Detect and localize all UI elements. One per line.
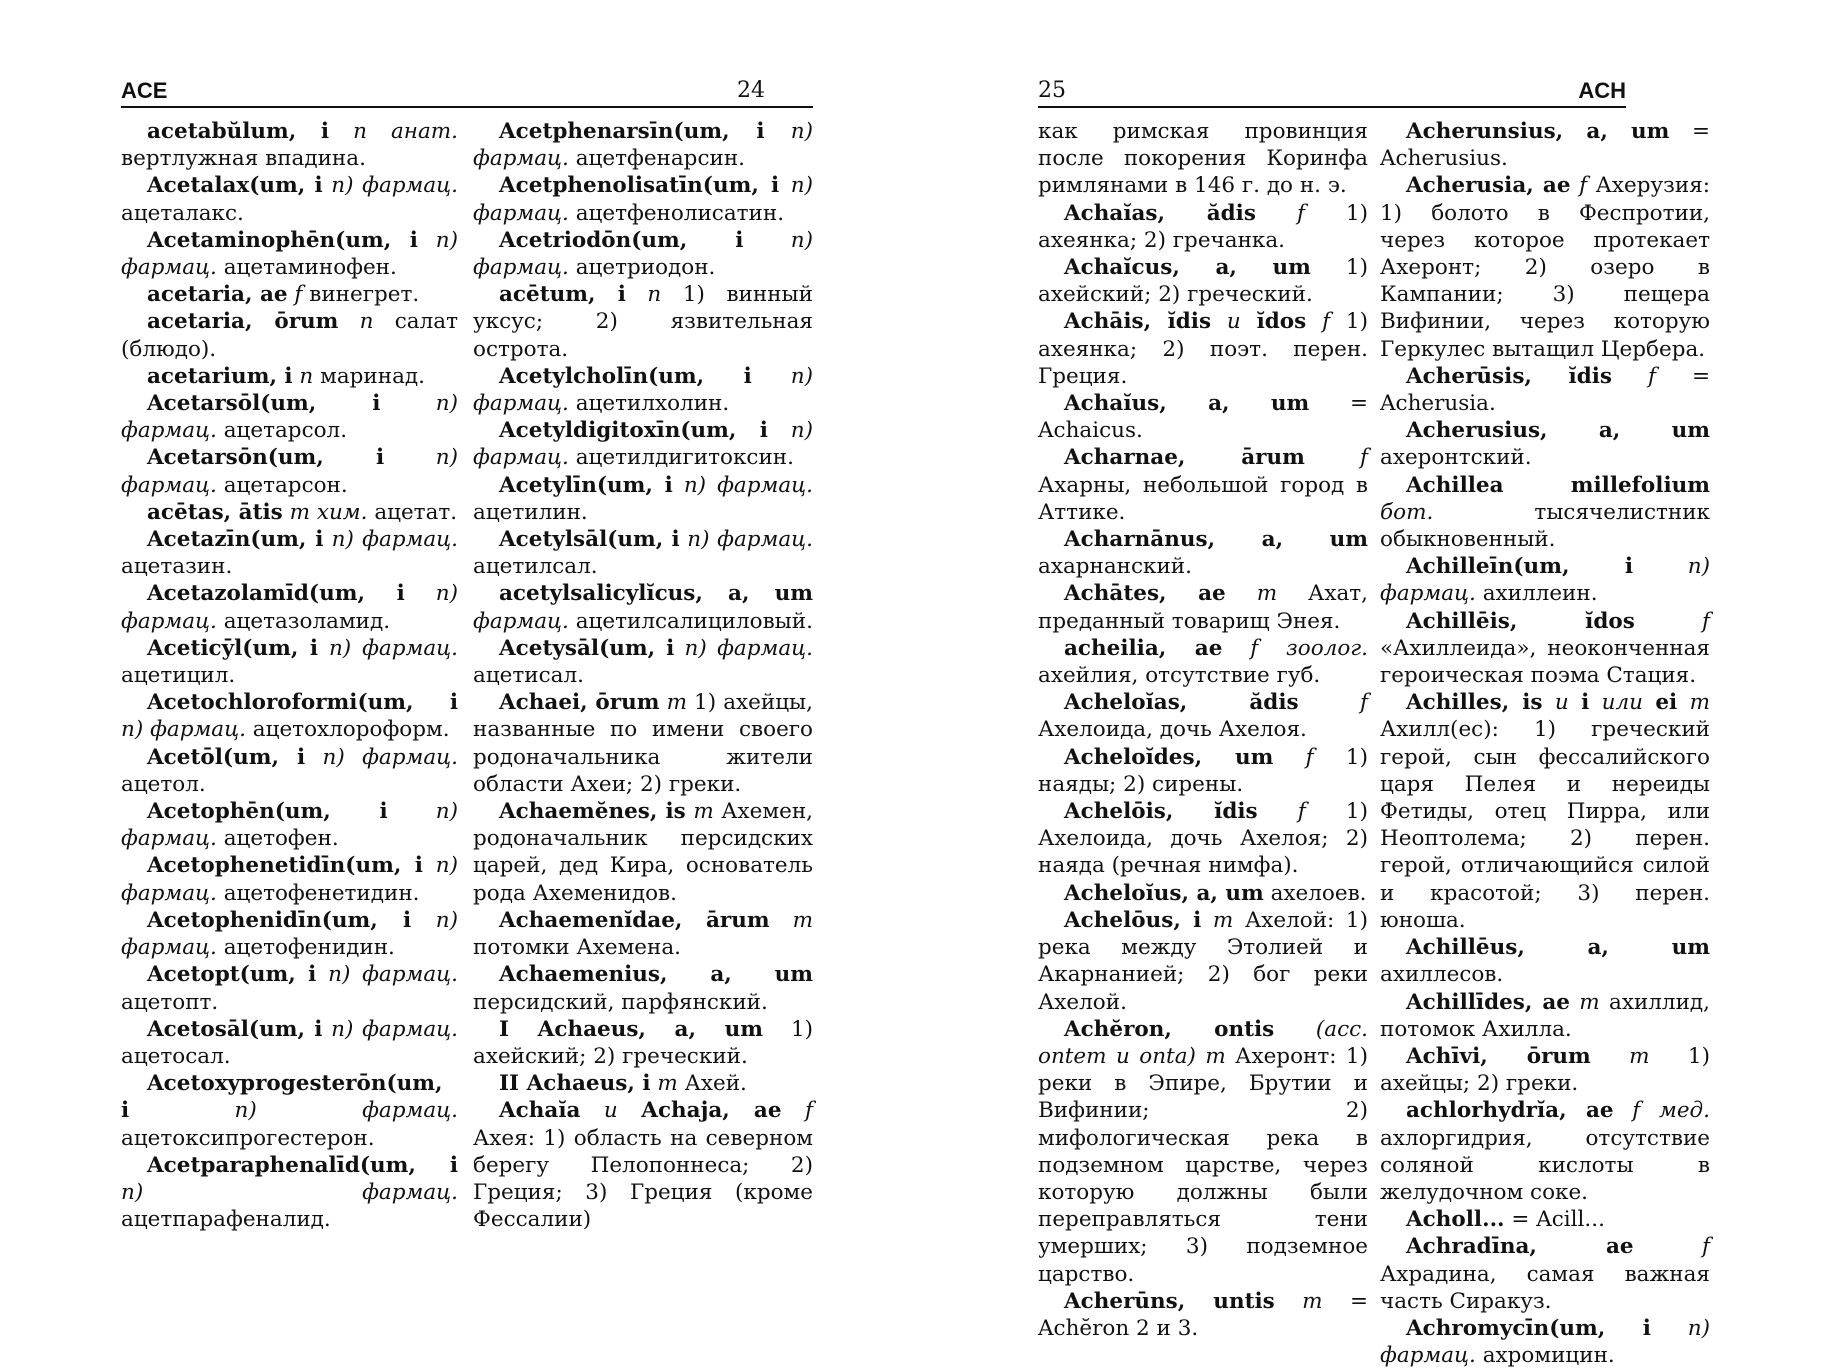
- definition: ацетофенидин.: [216, 935, 395, 961]
- dictionary-entry: [121, 281, 458, 308]
- definition: ацетаминофен.: [216, 255, 397, 281]
- definition: Ахрадина, самая важная часть Сиракуз.: [1380, 1261, 1710, 1314]
- grammar-note: f: [1612, 363, 1656, 389]
- grammar-note: f мед.: [1613, 1098, 1711, 1124]
- headword: Acetylīn(um, i: [499, 472, 673, 498]
- grammar-note: n) фармац.: [129, 1098, 458, 1124]
- headword: Achāis, ĭdis: [1064, 309, 1212, 335]
- definition: = Acherusia.: [1380, 363, 1710, 417]
- grammar-note: n) фармац.: [121, 1179, 458, 1205]
- headword: acetaria, ae: [147, 282, 288, 308]
- dictionary-entry: [1038, 880, 1368, 907]
- grammar-note: n) фармац.: [473, 363, 813, 417]
- definition: Ахерузия: 1) болото в Феспротии, через которое протекает Ахеронт; 2) озеро в Кампании; 3) пещера Вифинии, через которую Геркулес вытащил Цербера.: [1380, 173, 1711, 362]
- definition: Ахея: 1) область на северном берегу Пелопоннеса; 2) Греция; 3) Греция (кроме Фессалии): [473, 1125, 813, 1233]
- grammar-note: f: [1570, 173, 1588, 199]
- headword: Achaemenĭdae, ārum: [499, 907, 770, 933]
- headword: Acherunsius, a, um: [1406, 119, 1670, 144]
- dictionary-entry: [473, 961, 813, 1015]
- definition: Ахелой: 1) река между Этолией и Акарнанией; 2) бог реки Ахелой.: [1038, 907, 1368, 1015]
- definition: ацетицил.: [121, 663, 236, 689]
- grammar-note: n) фармац.: [121, 853, 458, 906]
- definition: Ахилл(ес): 1) греческий герой, сын фессалийского царя Пелея и нереиды Фетиды, отец Пирра, или Неоптолема; 2) перен. герой, отличающийся силой и красотой; 3) перен. юноша.: [1380, 717, 1710, 933]
- headword: Achaĭas, ădis: [1064, 200, 1256, 226]
- dictionary-entry: [121, 308, 458, 362]
- headword: Acetōl(um, i: [147, 744, 306, 770]
- grammar-note: n) фармац.: [121, 581, 458, 634]
- grammar-note: f: [1304, 445, 1368, 471]
- headword: Acetazīn(um, i: [147, 527, 324, 553]
- definition: 1) ахейский; 2) греческий.: [473, 1016, 814, 1069]
- dictionary-entry: [121, 635, 458, 689]
- dictionary-entry: [121, 744, 458, 798]
- headword: acetarium, i: [147, 363, 293, 389]
- headword: Achaemenius, a, um: [499, 962, 813, 988]
- headword: Aceticȳl(um, i: [147, 635, 319, 661]
- definition: = Achaicus.: [1038, 391, 1368, 444]
- definition: ацетазин.: [121, 554, 233, 580]
- grammar-note: и: [580, 1098, 642, 1124]
- definition: ацетриодон.: [568, 255, 716, 281]
- definition: ацетилхолин.: [568, 391, 730, 417]
- definition: Ахемен, родоначальник персидских царей, дед Кира, основатель рода Ахеменидов.: [473, 799, 813, 906]
- dictionary-entry: [1038, 907, 1368, 1016]
- definition: тысячелистник обыкновенный.: [1380, 499, 1710, 553]
- definition: ацетфенолисатин.: [568, 200, 785, 226]
- headword: Achillēis, ĭdos: [1406, 608, 1635, 634]
- grammar-note: m: [1274, 1288, 1323, 1314]
- grammar-note: f: [287, 282, 303, 308]
- headword: Acetopt(um, i: [147, 962, 317, 988]
- headword: Achelōis, ĭdis: [1064, 799, 1258, 825]
- headword: Acetyldigitoxīn(um, i: [499, 418, 768, 444]
- dictionary-entry: [121, 1070, 458, 1152]
- grammar-note: m: [685, 799, 714, 825]
- grammar-note: n: [625, 282, 662, 308]
- headword: Achaĭcus, a, um: [1064, 255, 1311, 281]
- dictionary-entry: [473, 118, 813, 172]
- headword: Acetophenidīn(um, i: [147, 907, 412, 933]
- dictionary-entry: [473, 363, 813, 417]
- headword: Achīvi, ōrum: [1406, 1043, 1591, 1069]
- dictionary-entry: [1380, 1097, 1710, 1206]
- definition: = Acherusius.: [1380, 119, 1710, 172]
- grammar-note: n) фармац.: [322, 1016, 458, 1042]
- definition: 1) ахейцы, названные по имени своего родоначальника жители области Ахеи; 2) греки.: [473, 690, 813, 797]
- dictionary-entry: [1380, 989, 1710, 1043]
- grammar-note: m: [1677, 690, 1710, 716]
- headword: Acetalax(um, i: [147, 173, 323, 199]
- grammar-note: и: [1211, 309, 1257, 335]
- dictionary-entry: [121, 580, 458, 634]
- dictionary-entry: [121, 852, 458, 906]
- dictionary-entry: [1380, 1206, 1710, 1233]
- headword: Achilleīn(um, i: [1406, 554, 1633, 580]
- headword: Acetparaphenalīd(um, i: [147, 1152, 458, 1178]
- grammar-note: f: [1306, 309, 1331, 335]
- definition: ацетазоламид.: [216, 608, 391, 634]
- definition: ацеталакс.: [121, 200, 244, 226]
- definition: 1) ахейцы; 2) греки.: [1380, 1043, 1710, 1097]
- grammar-note: f: [1255, 200, 1305, 226]
- grammar-note: и: [1542, 690, 1582, 716]
- headword: Acetylcholīn(um, i: [499, 363, 752, 389]
- grammar-note: n) фармац.: [679, 527, 814, 553]
- grammar-note: n) фармац.: [473, 119, 813, 172]
- dictionary-entry: [121, 1152, 458, 1234]
- headword: Acherusius, a, um: [1406, 418, 1710, 444]
- definition: ахиллесов.: [1380, 962, 1504, 988]
- dictionary-entry: [121, 1016, 458, 1070]
- headword: Achromycīn(um, i: [1406, 1315, 1651, 1341]
- headword: ĭdos: [1256, 309, 1307, 335]
- definition: маринад.: [313, 363, 425, 389]
- grammar-note: n) фармац.: [1380, 554, 1710, 607]
- headword: Achātes, ae: [1064, 581, 1226, 607]
- headword: Acetysāl(um, i: [499, 635, 675, 661]
- dictionary-entry: [1380, 363, 1710, 417]
- headword: Acherūsis, ĭdis: [1406, 363, 1613, 389]
- grammar-note: m: [650, 1071, 678, 1097]
- grammar-note: n) фармац.: [121, 445, 458, 498]
- dictionary-entry: [1380, 1233, 1710, 1315]
- definition: Ахей.: [677, 1071, 747, 1097]
- grammar-note: n) фармац.: [121, 907, 458, 961]
- definition: = Acill...: [1504, 1207, 1605, 1233]
- dictionary-entry: [473, 526, 813, 580]
- headword: Acetarsōn(um, i: [147, 445, 385, 471]
- dictionary-entry: [1038, 444, 1368, 526]
- dictionary-entry: [121, 227, 458, 281]
- definition: = Achĕron 2 и 3.: [1038, 1288, 1368, 1341]
- dictionary-entry: [1038, 526, 1368, 580]
- definition: ахлоргидрия, отсутствие соляной кислоты в желудочном соке.: [1380, 1125, 1710, 1205]
- headword: Achillea millefolium: [1406, 472, 1710, 498]
- definition: Ахеронт: 1) реки в Эпире, Брутии и Вифинии; 2) мифологическая река в подземном царстве, через которую должны были переправляться тени умерших; 3) подземное царство.: [1038, 1043, 1368, 1287]
- grammar-note: f: [1257, 799, 1306, 825]
- dictionary-entry: [1038, 1016, 1368, 1288]
- headword: Achillīdes, ae: [1406, 989, 1570, 1015]
- column: [1038, 118, 1368, 1342]
- grammar-note: n) фармац.: [473, 173, 813, 226]
- dictionary-entry: [1380, 417, 1710, 471]
- headword: Acharnae, ārum: [1064, 445, 1305, 471]
- grammar-note: m хим.: [282, 499, 368, 525]
- headword: Acetophenetidīn(um, i: [147, 853, 423, 879]
- dictionary-entry: [1380, 1315, 1710, 1369]
- definition: персидский, парфянский.: [473, 989, 768, 1015]
- dictionary-entry: [473, 689, 813, 798]
- grammar-note: n) фармац.: [316, 962, 458, 988]
- running-head-right: [1038, 76, 1626, 108]
- headword: Achĕron, ontis: [1064, 1016, 1275, 1042]
- definition: 1) наяды; 2) сирены.: [1038, 744, 1368, 797]
- definition: ацетосал.: [121, 1043, 231, 1069]
- column: [473, 118, 813, 1233]
- definition: ацетол.: [121, 771, 206, 797]
- definition: ахелоев.: [1263, 880, 1367, 906]
- headword: Acetarsōl(um, i: [147, 391, 381, 417]
- definition: 1) винный уксус; 2) язвительная острота.: [473, 282, 813, 362]
- dictionary-entry: [473, 417, 813, 471]
- dictionary-entry: [1380, 1043, 1710, 1097]
- headword: Achaĭa: [499, 1098, 581, 1124]
- grammar-note: n) фармац.: [672, 472, 813, 498]
- definition: ахиллеин.: [1475, 581, 1598, 607]
- grammar-note: f: [1634, 608, 1710, 634]
- dictionary-entry: [1380, 689, 1710, 934]
- grammar-note: f зоолог.: [1222, 635, 1368, 661]
- dictionary-entry: [121, 172, 458, 226]
- definition: ахарнанский.: [1038, 554, 1192, 580]
- dictionary-entry: [121, 798, 458, 852]
- grammar-note: n) фармац.: [323, 527, 459, 553]
- headword: I Achaeus, a, um: [499, 1016, 763, 1042]
- dictionary-entry: [121, 444, 458, 498]
- grammar-note: m: [769, 907, 813, 933]
- dictionary-entry: [1038, 635, 1368, 689]
- grammar-note: n) фармац.: [121, 799, 458, 852]
- definition: 1) ахеянка; 2) поэт. перен. Греция.: [1038, 309, 1368, 389]
- headword: achlorhydrĭa, ae: [1406, 1098, 1614, 1124]
- headword: Acetophēn(um, i: [147, 799, 388, 825]
- headword: Acherūns, untis: [1064, 1288, 1275, 1314]
- dictionary-entry: [121, 907, 458, 961]
- dictionary-entry: [1038, 390, 1368, 444]
- dictionary-entry: [121, 390, 458, 444]
- grammar-note: n) фармац.: [121, 391, 458, 444]
- definition: Ахат, преданный товарищ Энея.: [1038, 581, 1368, 634]
- grammar-note: n) фармац.: [674, 635, 813, 661]
- definition: ахромицин.: [1475, 1343, 1615, 1369]
- definition: 1) ахеянка; 2) гречанка.: [1038, 200, 1369, 253]
- grammar-note: n) фармац.: [121, 717, 246, 743]
- dictionary-entry: [1038, 1288, 1368, 1342]
- definition: Ахелоида, дочь Ахелоя.: [1038, 717, 1307, 743]
- definition: ацетофен.: [216, 826, 339, 852]
- dictionary-entry: [1038, 308, 1368, 390]
- definition: Ахарны, небольшой город в Аттике.: [1038, 472, 1368, 525]
- headword: Achelōus, i: [1064, 907, 1202, 933]
- dictionary-entry: [1380, 934, 1710, 988]
- definition: ацетисал.: [473, 663, 584, 689]
- definition: вертлужная впадина.: [121, 146, 366, 172]
- grammar-note: n) фармац.: [305, 744, 458, 770]
- grammar-note: f: [1298, 690, 1369, 716]
- headword: Acheloĭdes, um: [1064, 744, 1274, 770]
- grammar-note: m: [1590, 1043, 1650, 1069]
- running-head-left: [121, 76, 813, 108]
- grammar-note: n) фармац.: [121, 227, 458, 281]
- grammar-note: m: [1569, 989, 1600, 1015]
- dictionary-entry: [1038, 118, 1368, 200]
- definition: 1) ахейский; 2) греческий.: [1038, 255, 1368, 308]
- headword: Acetoxyprogesterōn(um, i: [121, 1071, 443, 1124]
- page-number: 25: [1038, 78, 1066, 103]
- grammar-note: n) фармац.: [322, 173, 459, 199]
- left-page: [0, 0, 913, 1244]
- dictionary-entry: [1380, 472, 1710, 554]
- dictionary-entry: [121, 363, 458, 390]
- dictionary-entry: [1038, 798, 1368, 880]
- definition: как римская провинция после покорения Коринфа римлянами в 146 г. до н. э.: [1038, 119, 1368, 199]
- dictionary-entry: [473, 1097, 813, 1233]
- dictionary-entry: [1380, 608, 1710, 690]
- dictionary-entry: [1038, 200, 1368, 254]
- dictionary-entry: [473, 1070, 813, 1097]
- dictionary-entry: [473, 580, 813, 634]
- definition: ацетилсалициловый.: [568, 608, 813, 634]
- headword: Acetaminophēn(um, i: [147, 227, 418, 253]
- headword: II Achaeus, i: [499, 1071, 651, 1097]
- definition: ацетофенетидин.: [216, 880, 420, 906]
- headword: Acheloĭas, ădis: [1064, 690, 1299, 716]
- dictionary-entry: [1380, 553, 1710, 607]
- dictionary-entry: [121, 689, 458, 743]
- grammar-note: f: [781, 1098, 813, 1124]
- definition: ацетарсон.: [216, 472, 348, 498]
- grammar-note: n) фармац.: [473, 227, 813, 281]
- headword: acetabŭlum, i: [147, 119, 330, 144]
- definition: ахиллид, потомок Ахилла.: [1380, 989, 1710, 1042]
- dictionary-entry: [473, 472, 813, 526]
- grammar-note: или: [1589, 690, 1656, 716]
- grammar-note: n анат.: [329, 119, 458, 144]
- dictionary-entry: [1038, 744, 1368, 798]
- definition: потомки Ахемена.: [473, 935, 681, 961]
- grammar-note: f: [1273, 744, 1314, 770]
- headword: Acherusia, ae: [1406, 173, 1571, 199]
- grammar-note: бот.: [1380, 499, 1434, 525]
- dictionary-entry: [473, 172, 813, 226]
- headword: Achillēus, a, um: [1406, 935, 1710, 961]
- dictionary-entry: [1038, 689, 1368, 743]
- headword: Achradīna, ae: [1406, 1234, 1634, 1260]
- dictionary-entry: [473, 907, 813, 961]
- dictionary-entry: [1038, 580, 1368, 634]
- headword: ei: [1655, 690, 1678, 716]
- headword: acētum, i: [499, 282, 626, 308]
- dictionary-entry: [1380, 118, 1710, 172]
- definition: 1) Ахелоида, дочь Ахелоя; 2) наяда (речная нимфа).: [1038, 799, 1368, 879]
- page-number: 24: [737, 78, 765, 103]
- headword: Acetphenarsīn(um, i: [499, 119, 765, 144]
- definition: «Ахиллеида», неоконченная героическая поэма Стация.: [1380, 635, 1710, 689]
- grammar-note: m: [659, 690, 687, 716]
- definition: ацетохлороформ.: [245, 717, 450, 743]
- guide-word: ACH: [1578, 78, 1626, 103]
- headword: Acetazolamīd(um, i: [147, 581, 405, 607]
- definition: ацетпарафеналид.: [121, 1207, 331, 1233]
- headword: i: [1581, 690, 1590, 716]
- headword: Achaja, ae: [641, 1098, 782, 1124]
- dictionary-entry: [121, 499, 458, 526]
- grammar-note: n) фармац.: [1380, 1315, 1710, 1369]
- grammar-note: n) фармац.: [318, 635, 458, 661]
- grammar-note: f: [1633, 1234, 1710, 1260]
- definition: ацетфенарсин.: [568, 146, 745, 172]
- column: [121, 118, 458, 1233]
- headword: acetaria, ōrum: [147, 309, 339, 335]
- grammar-note: m: [1225, 581, 1278, 607]
- definition: ацетат.: [367, 499, 458, 525]
- headword: Achaei, ōrum: [499, 690, 660, 716]
- headword: acetylsalicylĭcus, a, um: [499, 581, 813, 607]
- definition: ацетопт.: [121, 989, 219, 1015]
- headword: acheilia, ae: [1064, 635, 1223, 661]
- dictionary-entry: [121, 118, 458, 172]
- guide-word: ACE: [121, 78, 168, 103]
- headword: Acetochloroformi(um, i: [147, 690, 458, 716]
- headword: Acetphenolisatīn(um, i: [499, 173, 780, 199]
- headword: Acetylsāl(um, i: [499, 527, 680, 553]
- grammar-note: n) фармац.: [473, 418, 813, 471]
- definition: ахейлия, отсутствие губ.: [1038, 663, 1321, 689]
- dictionary-entry: [473, 635, 813, 689]
- definition: ацетилдигитоксин.: [568, 445, 794, 471]
- grammar-note: (acc. ontem и onta) m: [1038, 1016, 1368, 1069]
- dictionary-entry: [473, 227, 813, 281]
- definition: салат (блюдо).: [121, 309, 458, 362]
- right-page: [913, 0, 1826, 1369]
- headword: acētas, ātis: [147, 499, 283, 525]
- column: [1380, 118, 1710, 1369]
- dictionary-entry: [473, 798, 813, 907]
- headword: Acetriodōn(um, i: [499, 227, 744, 253]
- headword: Achaĭus, a, um: [1064, 391, 1310, 417]
- dictionary-entry: [473, 281, 813, 363]
- definition: ацетарсол.: [216, 418, 348, 444]
- dictionary-entry: [1380, 172, 1710, 362]
- grammar-note: n: [338, 309, 374, 335]
- dictionary-entry: [121, 961, 458, 1015]
- definition: ацетоксипрогестерон.: [121, 1125, 375, 1151]
- dictionary-entry: [121, 526, 458, 580]
- grammar-note: n: [292, 363, 314, 389]
- dictionary-entry: [1038, 254, 1368, 308]
- headword: Achaemĕnes, is: [499, 799, 686, 825]
- headword: Achilles, is: [1406, 690, 1543, 716]
- headword: Acetosāl(um, i: [147, 1016, 323, 1042]
- definition: винегрет.: [302, 282, 420, 308]
- dictionary-entry: [473, 1016, 813, 1070]
- grammar-note: m: [1201, 907, 1234, 933]
- definition: ахеронтский.: [1380, 445, 1532, 471]
- headword: Acharnānus, a, um: [1064, 527, 1368, 553]
- grammar-note: фармац.: [473, 608, 569, 634]
- definition: ацетилин.: [473, 499, 588, 525]
- headword: Acheloĭus, a, um: [1064, 880, 1264, 906]
- definition: ацетилсал.: [473, 554, 598, 580]
- headword: Acholl...: [1406, 1207, 1505, 1233]
